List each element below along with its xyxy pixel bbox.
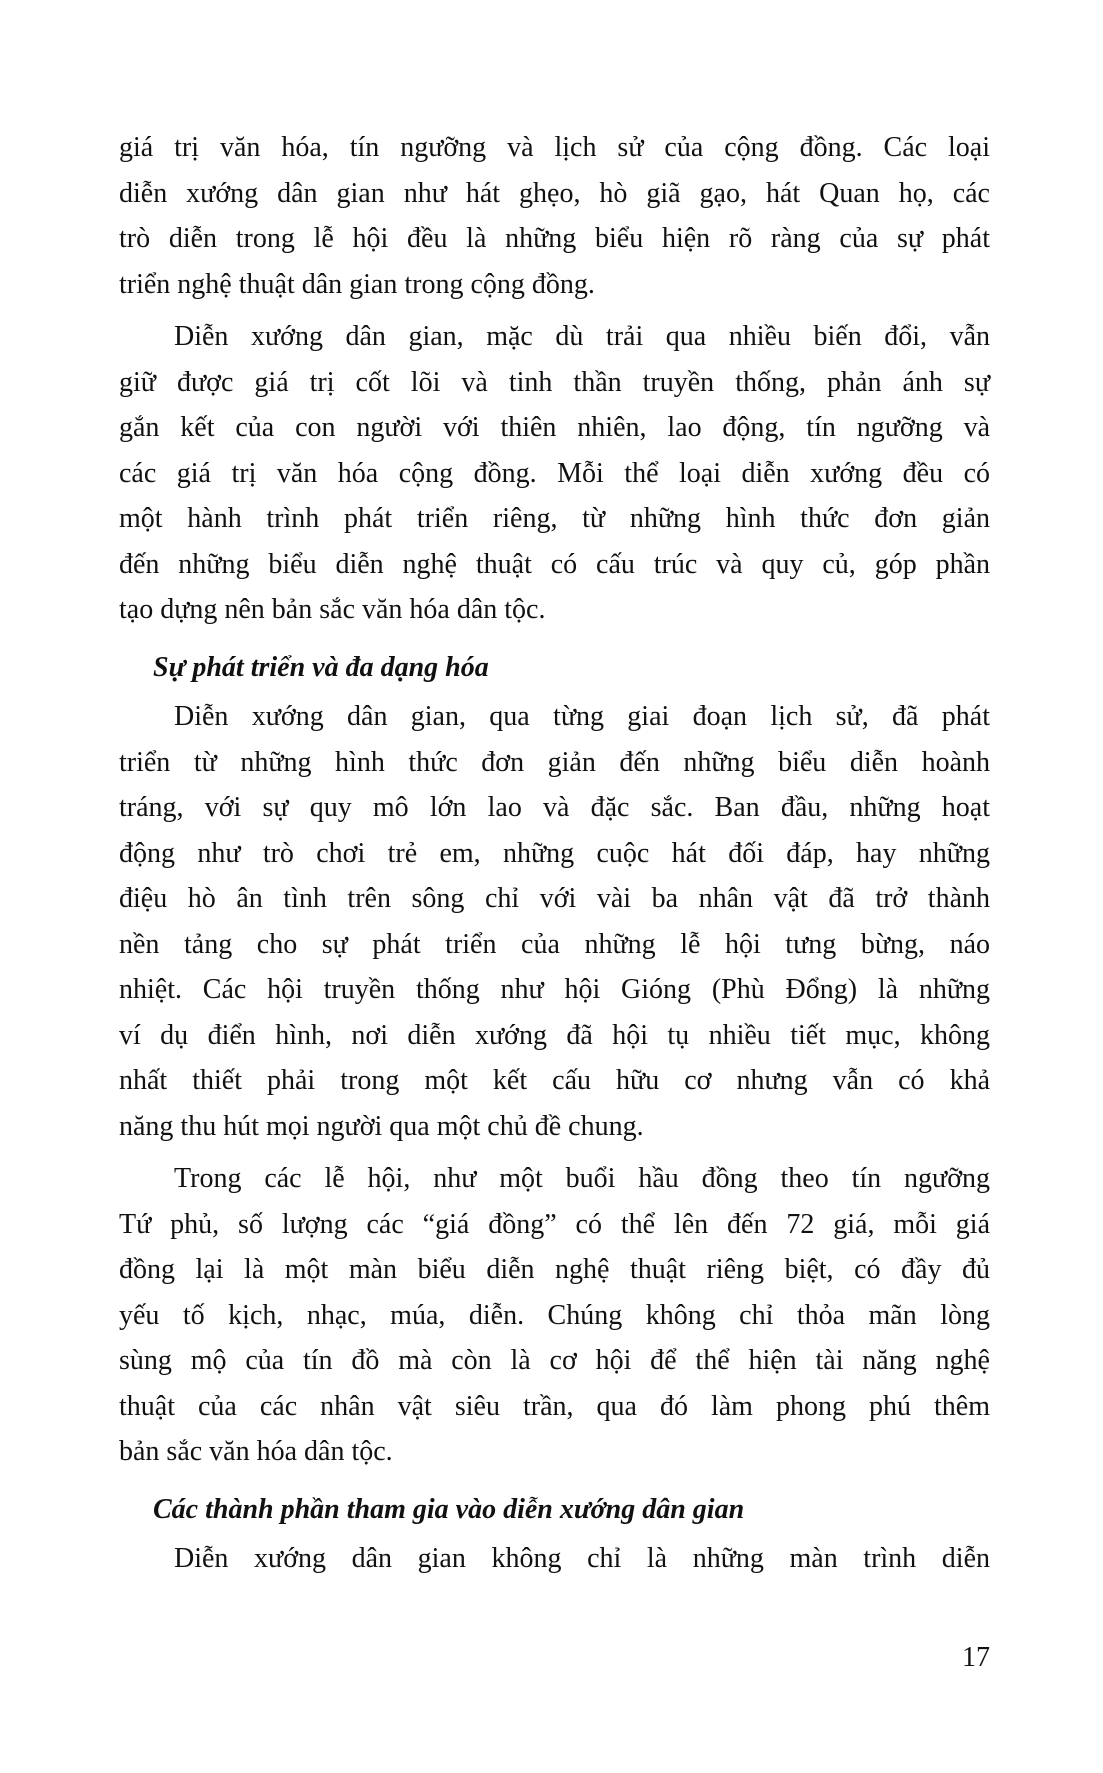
paragraph	[119, 1536, 990, 1582]
text-line: Diễn xướng dân gian, qua từng giai đoạn lịch sử, đã phát	[174, 701, 990, 732]
text-line: diễn xướng dân gian như hát ghẹo, hò giã gạo, hát Quan họ, các	[119, 177, 990, 209]
text-line: yếu tố kịch, nhạc, múa, diễn. Chúng không chỉ thỏa mãn lòng	[119, 1299, 990, 1331]
section-heading: Sự phát triển và đa dạng hóa	[153, 651, 489, 683]
text-line: tráng, với sự quy mô lớn lao và đặc sắc. Ban đầu, những hoạt	[119, 792, 990, 823]
page-body	[119, 125, 990, 1582]
text-line: Trong các lễ hội, như một buổi hầu đồng theo tín ngưỡng	[174, 1163, 990, 1194]
text-line: giữ được giá trị cốt lõi và tinh thần truyền thống, phản ánh sự	[119, 366, 990, 398]
paragraph	[119, 694, 990, 1149]
text-line: Tứ phủ, số lượng các “giá đồng” có thể lên đến 72 giá, mỗi giá	[119, 1208, 990, 1240]
paragraph	[119, 1156, 990, 1475]
text-line: động như trò chơi trẻ em, những cuộc hát đối đáp, hay những	[119, 837, 990, 869]
text-line: triển nghệ thuật dân gian trong cộng đồng.	[119, 268, 595, 300]
text-line: triển từ những hình thức đơn giản đến những biểu diễn hoành	[119, 746, 990, 778]
text-line: thuật của các nhân vật siêu trần, qua đó làm phong phú thêm	[119, 1390, 990, 1422]
section-heading: Các thành phần tham gia vào diễn xướng dân gian	[153, 1493, 745, 1525]
section-participants	[119, 1536, 990, 1582]
text-line: nhất thiết phải trong một kết cấu hữu cơ nhưng vẫn có khả	[119, 1065, 990, 1096]
text-line: năng thu hút mọi người qua một chủ đề chung.	[119, 1110, 644, 1142]
text-line: Diễn xướng dân gian, mặc dù trải qua nhiều biến đổi, vẫn	[174, 321, 990, 352]
paragraph	[119, 314, 990, 633]
text-line: giá trị văn hóa, tín ngưỡng và lịch sử của cộng đồng. Các loại	[119, 132, 990, 163]
text-line: nền tảng cho sự phát triển của những lễ hội tưng bừng, náo	[119, 928, 990, 960]
text-line: nhiệt. Các hội truyền thống như hội Gióng (Phù Đổng) là những	[119, 974, 990, 1005]
text-line: đến những biểu diễn nghệ thuật có cấu trúc và quy củ, góp phần	[119, 548, 990, 580]
text-line: trò diễn trong lễ hội đều là những biểu hiện rõ ràng của sự phát	[119, 223, 990, 254]
text-line: một hành trình phát triển riêng, từ những hình thức đơn giản	[119, 503, 990, 534]
text-line: gắn kết của con người với thiên nhiên, lao động, tín ngưỡng và	[119, 412, 990, 443]
text-line: ví dụ điển hình, nơi diễn xướng đã hội tụ nhiều tiết mục, không	[119, 1019, 990, 1051]
page-number: 17	[962, 1642, 990, 1673]
text-line: điệu hò ân tình trên sông chỉ với vài ba nhân vật đã trở thành	[119, 883, 990, 914]
section-development	[119, 694, 990, 1475]
text-line: tạo dựng nên bản sắc văn hóa dân tộc.	[119, 594, 546, 625]
text-line: sùng mộ của tín đồ mà còn là cơ hội để thể hiện tài năng nghệ	[119, 1345, 990, 1376]
paragraph	[119, 125, 990, 307]
text-line: bản sắc văn hóa dân tộc.	[119, 1436, 393, 1467]
text-line: các giá trị văn hóa cộng đồng. Mỗi thể loại diễn xướng đều có	[119, 457, 990, 489]
text-line: đồng lại là một màn biểu diễn nghệ thuật riêng biệt, có đầy đủ	[119, 1254, 990, 1285]
text-line: Diễn xướng dân gian không chỉ là những màn trình diễn	[174, 1543, 990, 1574]
section-intro	[119, 125, 990, 633]
